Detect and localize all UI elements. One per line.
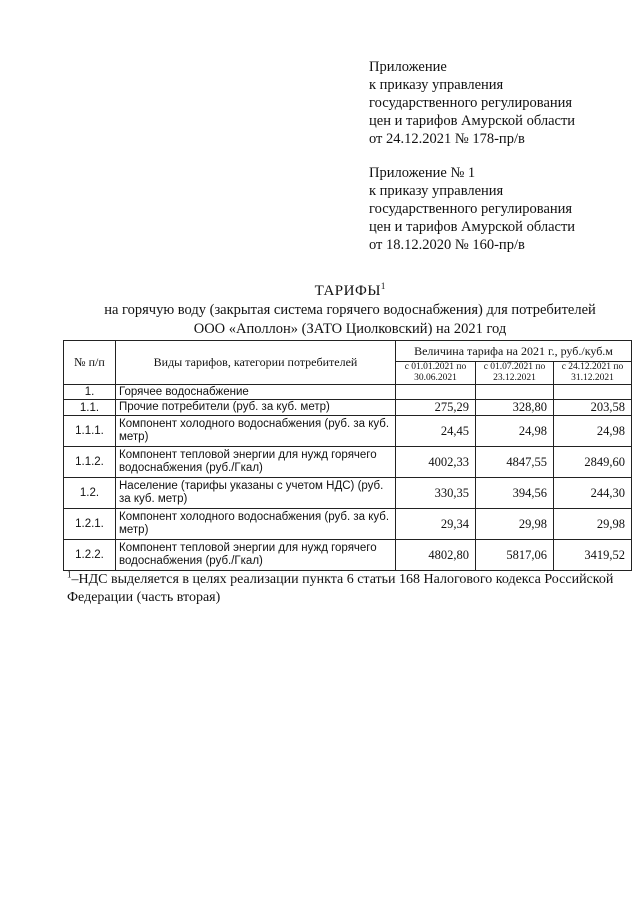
row-value-1: 24,45 <box>396 416 476 447</box>
row-description: Горячее водоснабжение <box>116 385 396 400</box>
title-word: ТАРИФЫ <box>314 283 381 299</box>
row-value-2 <box>476 385 554 400</box>
row-value-3 <box>554 385 632 400</box>
period-3: с 24.12.2021 по 31.12.2021 <box>554 362 632 385</box>
row-number: 1.1.2. <box>64 447 116 478</box>
row-description: Компонент тепловой энергии для нужд горячего водоснабжения (руб./Гкал) <box>116 540 396 571</box>
table-row <box>64 385 632 400</box>
row-description: Население (тарифы указаны с учетом НДС) (руб. за куб. метр) <box>116 478 396 509</box>
row-value-3: 2849,60 <box>554 447 632 478</box>
row-number: 1.2.2. <box>64 540 116 571</box>
table-row <box>64 540 632 571</box>
appendix-2-line: к приказу управления <box>369 183 504 199</box>
row-number: 1.1.1. <box>64 416 116 447</box>
header-value: Величина тарифа на 2021 г., руб./куб.м <box>396 341 632 362</box>
row-value-1: 4802,80 <box>396 540 476 571</box>
table-row <box>64 400 632 416</box>
appendix-1-line: Приложение <box>369 59 447 75</box>
title-footnote-mark: 1 <box>380 281 386 291</box>
footnote <box>67 571 627 607</box>
appendix-2-line: цен и тарифов Амурской области <box>369 219 576 235</box>
tariffs-table <box>63 340 632 571</box>
row-number: 1.1. <box>64 400 116 416</box>
row-value-3: 203,58 <box>554 400 632 416</box>
appendix-2-line: от 18.12.2020 № 160-пр/в <box>369 237 525 253</box>
row-value-1: 29,34 <box>396 509 476 540</box>
appendix-2-header <box>369 164 575 254</box>
row-description: Компонент холодного водоснабжения (руб. за куб. метр) <box>116 509 396 540</box>
row-value-3: 24,98 <box>554 416 632 447</box>
row-value-2: 29,98 <box>476 509 554 540</box>
appendix-2-line: Приложение № 1 <box>369 165 476 181</box>
period-2: с 01.07.2021 по 23.12.2021 <box>476 362 554 385</box>
row-value-1 <box>396 385 476 400</box>
footnote-mark: 1 <box>67 569 72 580</box>
row-value-3: 29,98 <box>554 509 632 540</box>
row-description: Компонент тепловой энергии для нужд горячего водоснабжения (руб./Гкал) <box>116 447 396 478</box>
appendix-1-line: к приказу управления <box>369 77 504 93</box>
appendix-1-line: от 24.12.2021 № 178-пр/в <box>369 131 525 147</box>
row-value-1: 4002,33 <box>396 447 476 478</box>
table-row <box>64 478 632 509</box>
row-description: Прочие потребители (руб. за куб. метр) <box>116 400 396 416</box>
row-value-2: 394,56 <box>476 478 554 509</box>
row-value-2: 4847,55 <box>476 447 554 478</box>
document-title <box>0 281 640 339</box>
footnote-text: –НДС выделяется в целях реализации пункта 6 статьи 168 Налогового кодекса Российской Федерации (часть вторая) <box>67 572 614 605</box>
row-value-3: 244,30 <box>554 478 632 509</box>
appendix-2-line: государственного регулирования <box>369 201 573 217</box>
row-value-2: 328,80 <box>476 400 554 416</box>
row-number: 1.2. <box>64 478 116 509</box>
title-line-2: ООО «Аполлон» (ЗАТО Циолковский) на 2021 год <box>193 321 507 337</box>
table-header-row <box>64 341 632 362</box>
period-1: с 01.01.2021 по 30.06.2021 <box>396 362 476 385</box>
row-number: 1.2.1. <box>64 509 116 540</box>
title-line-1: на горячую воду (закрытая система горячего водоснабжения) для потребителей <box>104 302 596 318</box>
header-number: № п/п <box>64 341 116 385</box>
table-row <box>64 416 632 447</box>
row-value-1: 275,29 <box>396 400 476 416</box>
appendix-1-header <box>369 58 575 148</box>
header-category: Виды тарифов, категории потребителей <box>116 341 396 385</box>
table-row <box>64 447 632 478</box>
row-number: 1. <box>64 385 116 400</box>
appendix-1-line: цен и тарифов Амурской области <box>369 113 576 129</box>
table-row <box>64 509 632 540</box>
row-value-2: 24,98 <box>476 416 554 447</box>
row-description: Компонент холодного водоснабжения (руб. за куб. метр) <box>116 416 396 447</box>
row-value-1: 330,35 <box>396 478 476 509</box>
row-value-2: 5817,06 <box>476 540 554 571</box>
appendix-1-line: государственного регулирования <box>369 95 573 111</box>
row-value-3: 3419,52 <box>554 540 632 571</box>
